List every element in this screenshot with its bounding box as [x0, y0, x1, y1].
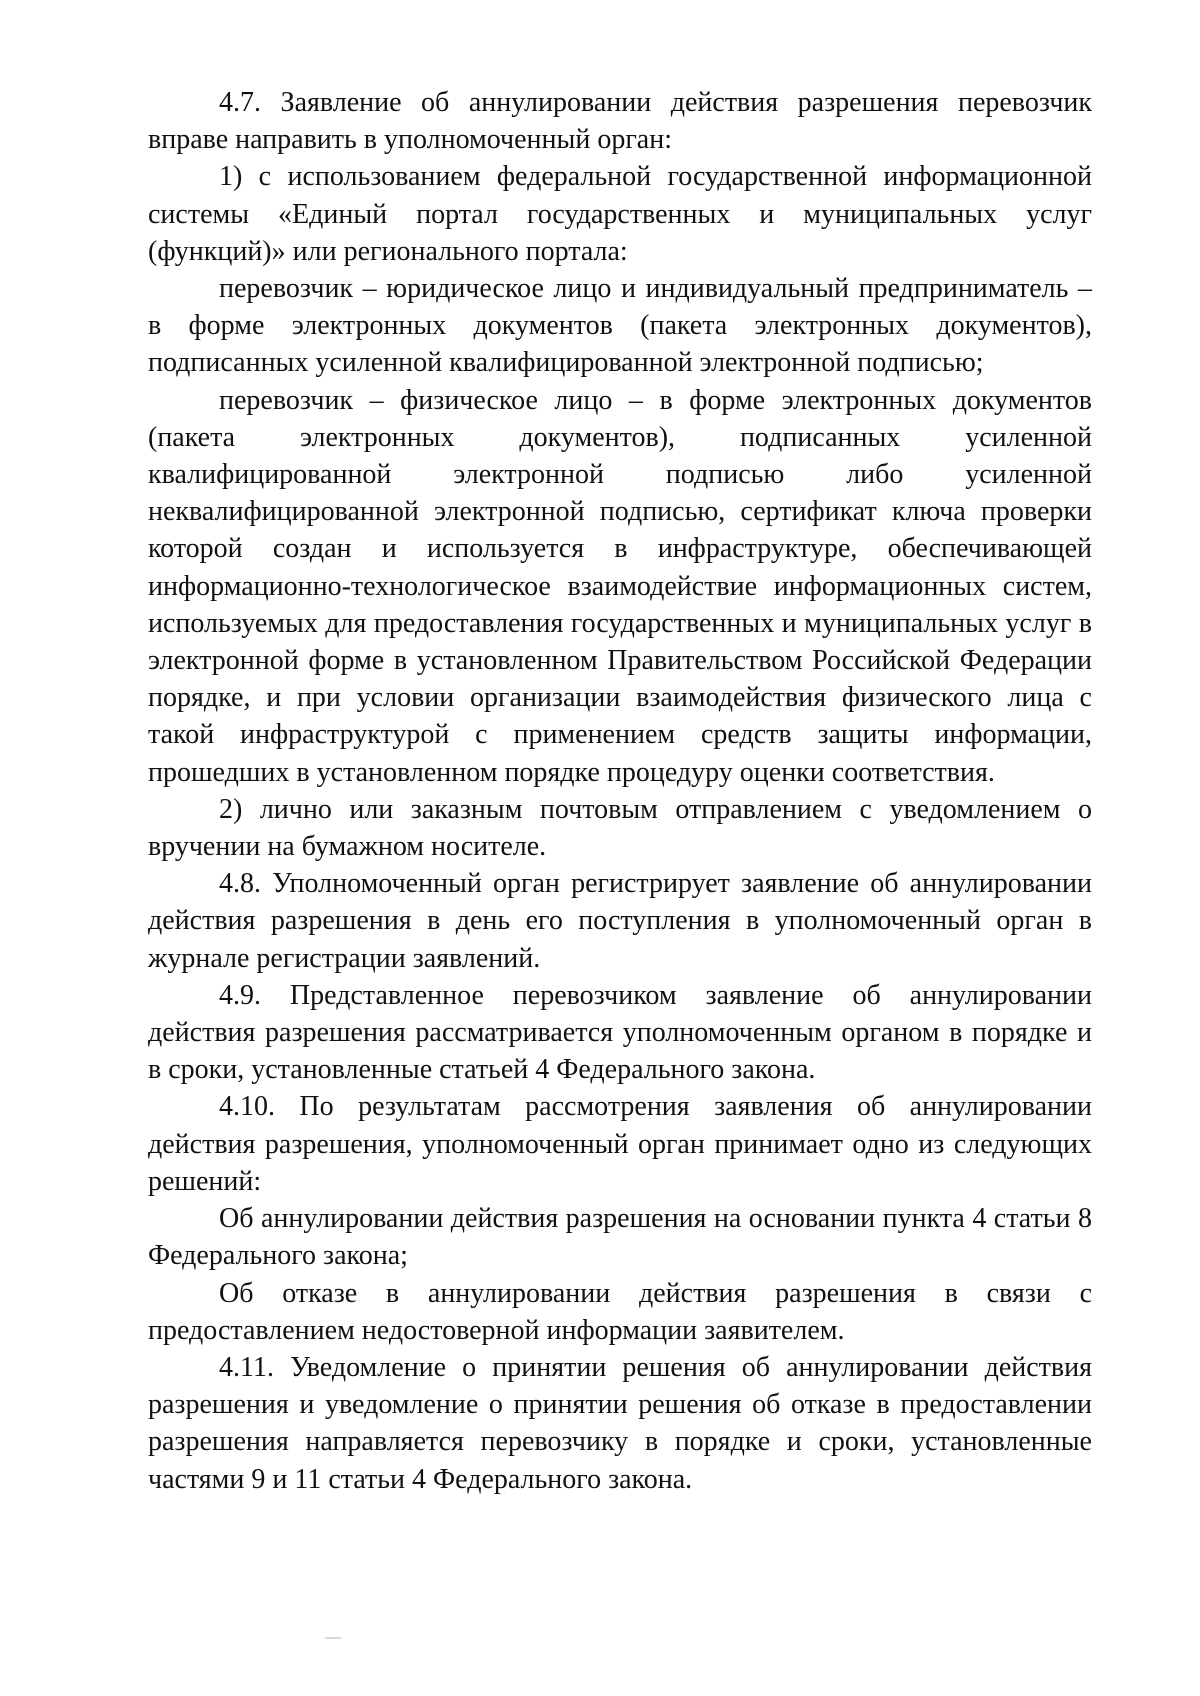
document-page	[148, 84, 1092, 1498]
paragraph-decision-annul: Об аннулировании действия разрешения на основании пункта 4 статьи 8 Федерального закона;	[148, 1203, 1092, 1272]
paragraph-individual: перевозчик – физическое лицо – в форме электронных документов (пакета электронных документов), подписанных усиленной квалифицированной электронной подписью либо усиленной неквалифицированной электронной подписью, сертификат ключа проверки которой создан и используется в инфраструктуре, обеспечивающей информационно-технологическое взаимодействие информационных систем, используемых для предоставления государственных и муниципальных услуг в электронной форме в установленном Правительством Российской Федерации порядке, и при условии организации взаимодействия физического лица с такой инфраструктурой с применением средств защиты информации, прошедших в установленном порядке процедуру оценки соответствия.	[148, 384, 1092, 788]
paragraph-4-11: 4.11. Уведомление о принятии решения об аннулировании действия разрешения и уведомление о принятии решения об отказе в предоставлении разрешения направляется перевозчику в порядке и сроки, установленные частями 9 и 11 статьи 4 Федерального закона.	[148, 1351, 1092, 1495]
paragraph-4-10: 4.10. По результатам рассмотрения заявления об аннулировании действия разрешения, уполномоченный орган принимает одно из следующих решений:	[148, 1091, 1092, 1197]
paragraph-4-9: 4.9. Представленное перевозчиком заявление об аннулировании действия разрешения рассматривается уполномоченным органом в порядке и в сроки, установленные статьей 4 Федерального закона.	[148, 979, 1092, 1086]
scan-mark	[325, 1637, 341, 1639]
paragraph-4-7-item-2: 2) лично или заказным почтовым отправлением с уведомлением о вручении на бумажном носителе.	[148, 793, 1092, 863]
paragraph-decision-refuse: Об отказе в аннулировании действия разрешения в связи с предоставлением недостоверной информации заявителем.	[148, 1277, 1092, 1346]
paragraph-legal-entity: перевозчик – юридическое лицо и индивидуальный предприниматель – в форме электронных документов (пакета электронных документов), подписанных усиленной квалифицированной электронной подписью;	[148, 273, 1092, 379]
paragraph-4-8: 4.8. Уполномоченный орган регистрирует заявление об аннулировании действия разрешения в день его поступления в уполномоченный орган в журнале регистрации заявлений.	[148, 868, 1092, 974]
paragraph-4-7: 4.7. Заявление об аннулировании действия разрешения перевозчик вправе направить в уполномоченный орган:	[148, 87, 1092, 156]
paragraph-4-7-item-1: 1) с использованием федеральной государственной информационной системы «Единый портал государственных и муниципальных услуг (функций)» или регионального портала:	[148, 161, 1092, 267]
